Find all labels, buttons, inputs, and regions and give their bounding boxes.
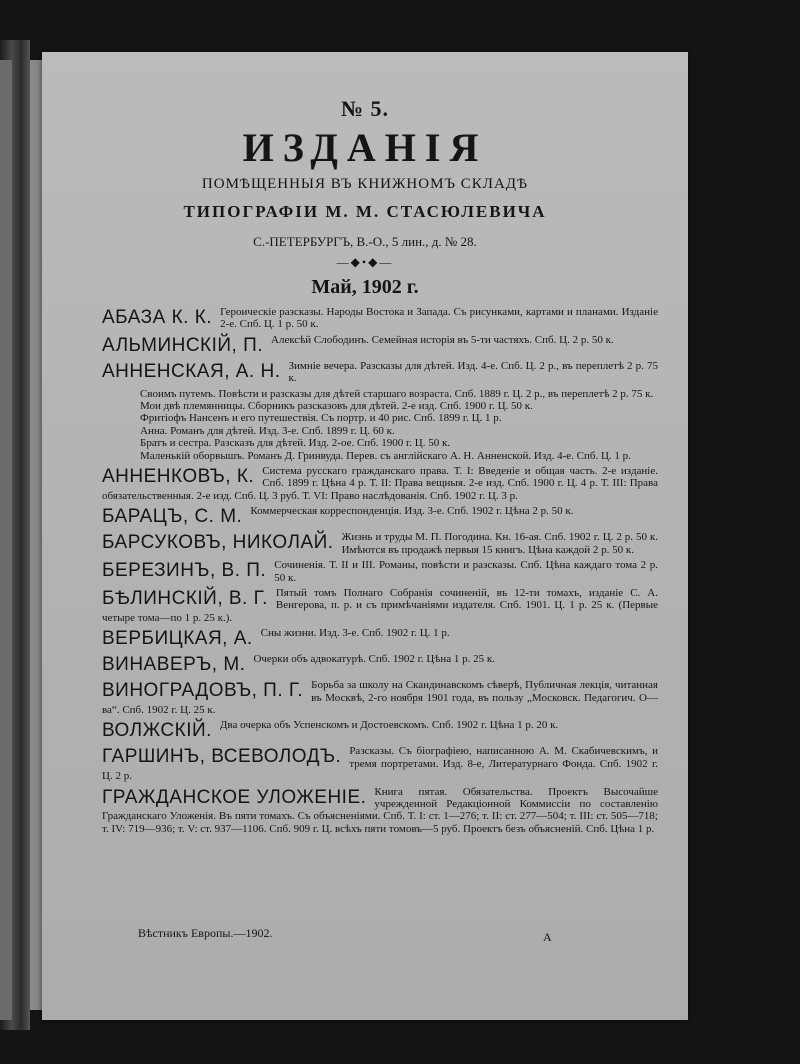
catalog-entry: [102, 653, 658, 676]
entry-description: Сочиненія. Т. II и III. Романы, повѣсти и разсказы. Спб. Цѣна каждаго тома 2 р. 50 к.: [274, 559, 658, 584]
entry-author: АННЕНСКАЯ, А. Н.: [102, 360, 281, 382]
entry-subitem: Фритіофъ Нансенъ и его путешествія. Съ портр. и 40 рис. Спб. 1899 г. Ц. 1 р.: [140, 412, 502, 425]
entry-description: Героическіе разсказы. Народы Востока и Запада. Съ рисунками, картами и планами. Изданіе 2-е. Спб. Ц. 1 р. 50 к.: [220, 306, 658, 331]
catalog-page: [42, 52, 688, 1020]
entry-author: БѢЛИНСКІЙ, В. Г.: [102, 587, 268, 609]
entry-description: Алексѣй Слободинъ. Семейная исторія въ 5-ти частяхъ. Спб. Ц. 2 р. 50 к.: [271, 333, 614, 346]
catalog-entry: [102, 531, 658, 556]
entry-subitem: Мои двѣ племянницы. Сборникъ разсказовъ для дѣтей. 2-е изд. Спб. 1900 г. Ц. 50 к.: [140, 400, 533, 413]
catalog-entry: [102, 587, 658, 624]
entry-author: АБАЗА К. К.: [102, 307, 213, 328]
catalog-entry: [102, 559, 658, 584]
address-line: С.-ПЕТЕРБУРГЪ, В.-О., 5 лин., д. № 28.: [253, 234, 477, 249]
entry-description: Пятый томъ Полнаго Собранія сочиненій, въ 12-ти томахъ, изданіе С. А. Венгерова, п. р. и съ примѣчаніями издателя. Спб. 1901. Ц. 1 р. 25 к. (Первые четыре тома—по 1 р. 25 к.).: [102, 586, 658, 624]
entry-description: Разсказы. Съ біографіею, написанною А. М. Скабичевскимъ, и тремя портретами. Изд. 8-е, Литературнаго Фонда. Спб. 1902 г. Ц. 2 р.: [102, 745, 658, 783]
entry-author: БАРСУКОВЪ, НИКОЛАЙ.: [102, 532, 334, 554]
catalog-entry: [102, 306, 658, 331]
catalog-entry: [102, 745, 658, 782]
entry-author: ВЕРБИЦКАЯ, А.: [102, 628, 253, 650]
entry-description: Система русскаго гражданскаго права. Т. I: Введеніе и общая часть. 2-е изданіе. Спб. 1899 г. Цѣна 4 р. Т. II: Права вещныя. 2-е изд. Спб. 1900 г. Ц. 4 р. Т. III: Права обязательственныя. 2-е изд. Спб. Ц. 3 руб. Т. VI: Право наслѣдованія. Спб. 1902 г. Ц. 3 р.: [102, 465, 658, 502]
entry-description: Два очерка объ Успенскомъ и Достоевскомъ. Спб. 1902 г. Цѣна 1 р. 20 к.: [219, 719, 559, 732]
page-title: ИЗДАНІЯ: [242, 125, 488, 170]
catalog-entries: [102, 306, 658, 838]
footer-signature-mark: А: [543, 930, 552, 944]
catalog-entry: [102, 465, 658, 502]
footer-journal: Вѣстникъ Европы.—1902.: [138, 926, 273, 940]
entry-author: ВОЛЖСКІЙ.: [102, 720, 212, 742]
entry-author: ГАРШИНЪ, ВСЕВОЛОДЪ.: [102, 746, 342, 768]
entry-description: Сны жизни. Изд. 3-е. Спб. 1902 г. Ц. 1 р.: [260, 627, 450, 640]
entry-description: Борьба за школу на Скандинавскомъ сѣверѣ, Публичная лекція, читанная въ Москвѣ, 2-го ноября 1901 года, въ пользу „Московск. Педагогич. О—ва“. Спб. 1902 г. Ц. 25 к.: [102, 679, 658, 716]
catalog-entry: [102, 360, 658, 385]
entry-description: Книга пятая. Обязательства. Проектъ Высочайше учрежденной Редакціонной Коммиссіи по составленію Гражданскаго Уложенія. Въ пяти томахъ. Съ объясненіями. Спб. Т. I: ст. 1—276; т. II: ст. 277—504; т. III: ст. 505—718; т. IV: 719—936; т. V: ст. 937—1106. Спб. 909 г. Ц. всѣхъ пяти томовъ—5 руб. Проектъ безъ объясненій. Спб. Цѣна 1 р.: [102, 785, 658, 835]
entry-author: БАРАЦЪ, С. М.: [102, 506, 243, 528]
entry-author: БЕРЕЗИНЪ, В. П.: [102, 560, 267, 582]
issue-number: № 5.: [340, 96, 390, 121]
subtitle-printing-house: ТИПОГРАФІИ М. М. СТАСЮЛЕВИЧА: [183, 202, 547, 221]
entry-subitem: Братъ и сестра. Разсказъ для дѣтей. Изд. 2-ое. Спб. 1900 г. Ц. 50 к.: [140, 437, 451, 450]
catalog-entry: [102, 786, 658, 836]
entry-description: Коммерческая корреспонденція. Изд. 3-е. Спб. 1902 г. Цѣна 2 р. 50 к.: [250, 505, 574, 518]
entry-subitem: Анна. Романъ для дѣтей. Изд. 3-е. Спб. 1899 г. Ц. 60 к.: [140, 424, 395, 437]
catalog-date: Май, 1902 г.: [311, 276, 419, 298]
ornament-divider: —◆•◆—: [336, 255, 394, 269]
entry-subitem: Маленькій оборвышъ. Романъ Д. Гринвуда. Перев. съ англійскаго А. Н. Анненской. Изд. 4-е. Спб. Ц. 1 р.: [140, 449, 631, 462]
catalog-entry: [102, 719, 658, 742]
binding-edge: [0, 60, 12, 1020]
entry-subitem: Своимъ путемъ. Повѣсти и разсказы для дѣтей старшаго возраста. Спб. 1889 г. Ц. 2 р., въ переплетѣ 2 р. 75 к.: [140, 387, 654, 400]
catalog-entry: [102, 505, 658, 528]
catalog-subentries: [102, 388, 658, 462]
entry-author: АННЕНКОВЪ, К.: [102, 466, 255, 488]
catalog-entry: [102, 627, 658, 650]
catalog-entry: [102, 334, 658, 357]
entry-author: ВИНОГРАДОВЪ, П. Г.: [102, 680, 304, 702]
catalog-entry: [102, 679, 658, 716]
entry-description: Жизнь и труды М. П. Погодина. Кн. 16-ая. Спб. 1902 г. Ц. 2 р. 50 к. Имѣются въ продажѣ первыя 15 книгъ. Цѣна каждой 2 р. 50 к.: [341, 531, 658, 556]
subtitle-warehouse: ПОМѢЩЕННЫЯ ВЪ КНИЖНОМЪ СКЛАДѢ: [201, 176, 529, 192]
entry-author: ГРАЖДАНСКОЕ УЛОЖЕНІЕ.: [102, 786, 367, 808]
entry-description: Очерки объ адвокатурѣ. Спб. 1902 г. Цѣна 1 р. 25 к.: [253, 653, 495, 666]
entry-author: АЛЬМИНСКІЙ, П.: [102, 334, 264, 356]
entry-description: Зимніе вечера. Разсказы для дѣтей. Изд. 4-е. Спб. Ц. 2 р., въ переплетѣ 2 р. 75 к.: [288, 359, 658, 385]
entry-author: ВИНАВЕРЪ, М.: [102, 654, 246, 676]
